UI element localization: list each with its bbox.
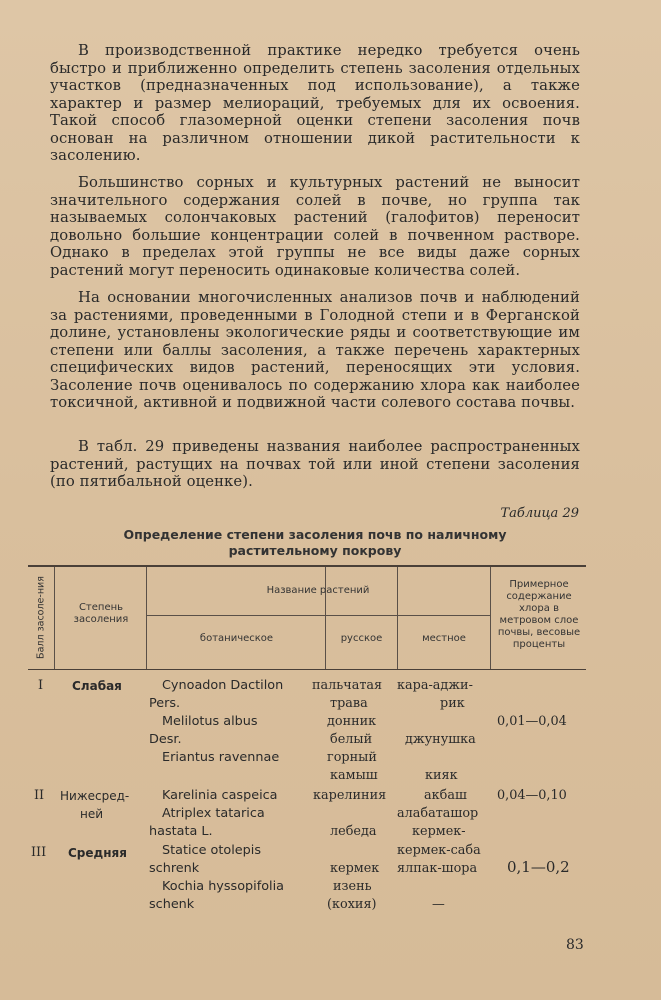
plant-2-botanical-line-1: Melilotus albus xyxy=(162,714,258,729)
row-2-degree-line-2: ней xyxy=(80,807,104,821)
table-title xyxy=(80,527,550,559)
table-title-line-2: растительному покрову xyxy=(228,543,402,558)
plant-1-local-line-2: рик xyxy=(440,696,465,711)
table-header xyxy=(28,565,586,670)
plant-3-botanical-line-1: Eriantus ravennae xyxy=(162,750,280,765)
plant-6-local-line-1: кермек-саба xyxy=(397,843,481,858)
table-number: Таблица 29 xyxy=(500,506,579,521)
plant-1-botanical-line-2: Pers. xyxy=(149,696,181,711)
plant-4-local-line-2: алабаташор xyxy=(397,806,479,821)
plant-7-russian-line-2: (кохия) xyxy=(327,897,377,912)
plant-5-local-line-1: кермек- xyxy=(412,824,466,839)
divider xyxy=(397,567,398,669)
plant-6-local-line-2: ялпак-шора xyxy=(397,861,478,876)
paragraph-3: На основании многочисленных анализов почв и наблюдений за растениями, проведенными в Голодной степи и в Ферганской долине, установлены экологические ряды и соответствующие им степени или баллы засоления, а также перечень характерных специфических видов растений, переносящих эти условия. Засоление почв оценивалось по содержанию хлора как наиболее токсичной, активной и подвижной части солевого состава почвы. xyxy=(50,289,580,411)
header-russian: русское xyxy=(340,633,383,644)
row-1-score: I xyxy=(38,678,44,693)
row-1-degree: Слабая xyxy=(72,679,122,693)
plant-5-botanical-line-2: hastata L. xyxy=(149,824,213,839)
header-botanical: ботаническое xyxy=(199,633,274,644)
plant-7-botanical-line-2: schenk xyxy=(149,897,195,912)
row-3-chlorine: 0,1—0,2 xyxy=(507,858,570,876)
plant-2-botanical-line-2: Desr. xyxy=(149,732,182,747)
divider xyxy=(54,567,55,669)
plant-1-local-line-1: кара-аджи- xyxy=(397,678,473,693)
plant-3-local-line-1: кияк xyxy=(425,768,458,783)
divider xyxy=(490,567,491,669)
row-3-degree: Средняя xyxy=(68,846,127,860)
table-title-line-1: Определение степени засоления почв по наличному xyxy=(123,527,507,542)
plant-1-russian-line-1: пальчатая xyxy=(312,678,383,693)
plant-1-russian-line-2: трава xyxy=(330,696,368,711)
plant-2-russian-line-1: донник xyxy=(327,714,377,729)
plant-3-russian-line-2: камыш xyxy=(330,768,378,783)
plant-5-botanical-line-1: Atriplex tatarica xyxy=(162,806,265,821)
paragraph-1: В производственной практике нередко требуется очень быстро и приближенно определить степень засоления отдельных участков (предназначенных под использование), а также характер и размер мелиораций, требуемых для их освоения. Такой способ глазомерной оценки степени засоления почв основан на различном отношении дикой растительности к засолению. xyxy=(50,42,580,164)
plant-4-local-line-1: акбаш xyxy=(424,788,467,803)
divider xyxy=(146,615,490,616)
row-2-degree-line-1: Нижесред- xyxy=(60,789,130,803)
row-1-chlorine: 0,01—0,04 xyxy=(497,714,567,729)
plant-1-botanical-line-1: Cynoadon Dactilon xyxy=(162,678,284,693)
plant-6-botanical-line-1: Statice otolepis xyxy=(162,843,261,858)
header-score: Балл засоле-ния xyxy=(35,576,47,659)
plant-7-russian-line-1: изень xyxy=(333,879,372,894)
plant-6-botanical-line-2: schrenk xyxy=(149,861,200,876)
plant-7-botanical-line-1: Kochia hyssopifolia xyxy=(162,879,285,894)
divider xyxy=(325,567,326,669)
plant-5-russian-line-1: лебеда xyxy=(330,824,377,839)
paragraph-4: В табл. 29 приведены названия наиболее распространенных растений, растущих на почвах той или иной степени засоления (по пятибальной оценке). xyxy=(50,438,580,490)
paragraph-2: Большинство сорных и культурных растений не выносит значительного содержания солей в почве, но группа так называемых солончаковых растений (галофитов) переносит довольно большие концентрации солей в почвенном растворе. Однако в пределах этой группы не все виды даже сорных растений могут переносить одинаковые количества солей. xyxy=(50,174,580,279)
header-names: Название растений xyxy=(266,585,370,596)
row-3-score: III xyxy=(31,845,47,860)
row-2-score: II xyxy=(34,788,45,803)
plant-2-russian-line-2: белый xyxy=(330,732,373,747)
divider xyxy=(146,567,147,669)
plant-7-local-line-1: — xyxy=(432,897,445,912)
plant-4-botanical-line-1: Karelinia caspeica xyxy=(162,788,278,803)
row-2-chlorine: 0,04—0,10 xyxy=(497,788,567,803)
plant-4-russian-line-1: карелиния xyxy=(313,788,387,803)
plant-2-local-line-1: джунушка xyxy=(405,732,476,747)
plant-3-russian-line-1: горный xyxy=(327,750,377,765)
page-number: 83 xyxy=(566,937,584,953)
header-degree: Степень засоления xyxy=(73,602,129,625)
plant-6-russian-line-1: кермек xyxy=(330,861,380,876)
header-chlorine: Примерное содержание хлора в метровом слое почвы, весовые проценты xyxy=(497,579,581,650)
header-local: местное xyxy=(422,633,466,644)
